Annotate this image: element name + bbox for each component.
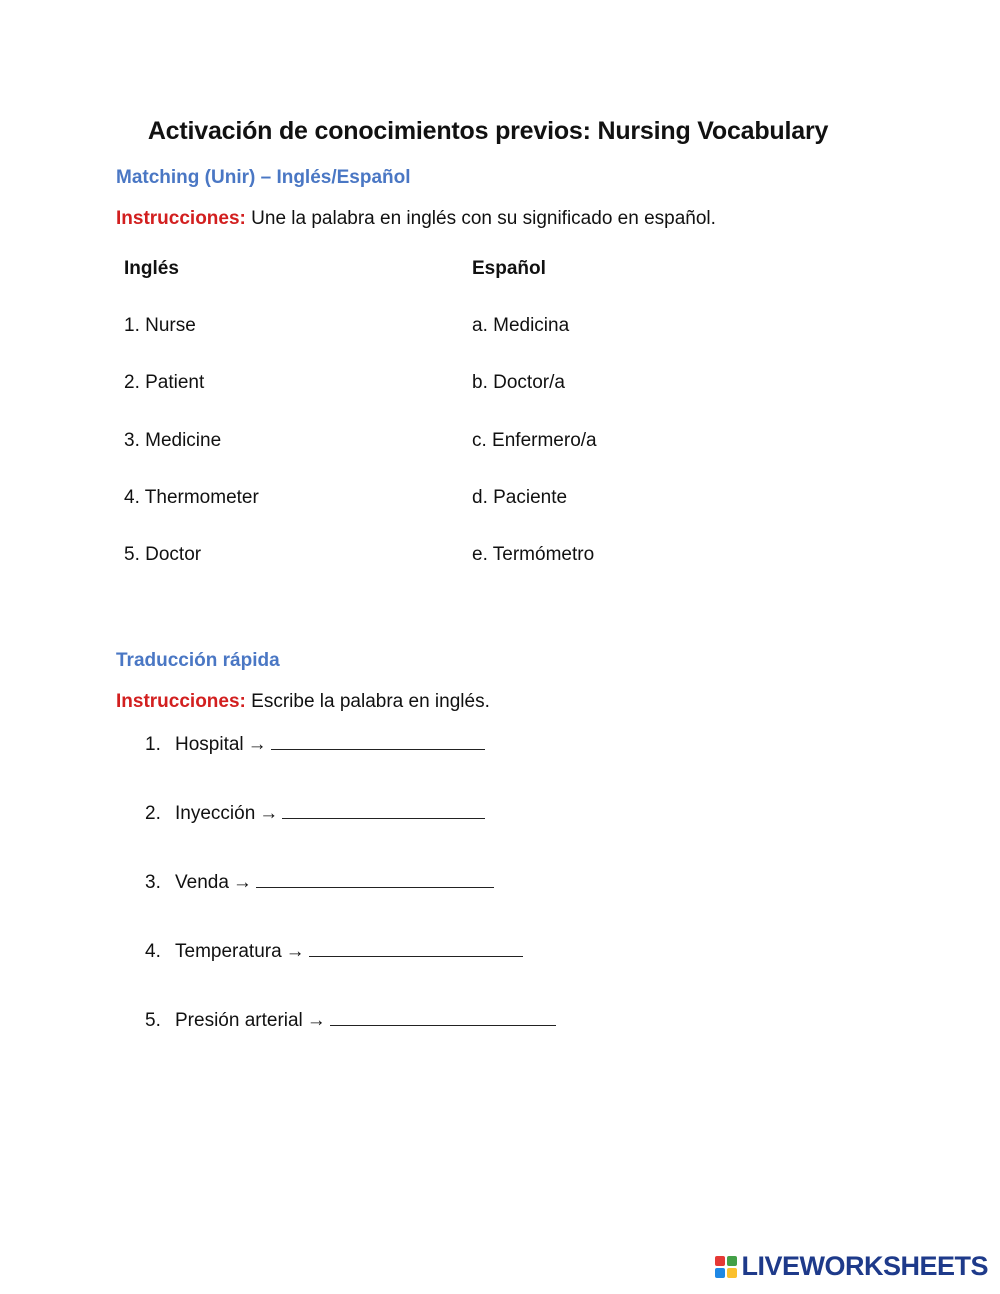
answer-blank[interactable] — [282, 800, 485, 819]
spanish-item-paciente: d. Paciente — [472, 487, 568, 508]
item-word: Presión arterial — [175, 1010, 303, 1031]
item-number: 5. — [145, 1010, 161, 1031]
translation-heading: Traducción rápida — [116, 650, 280, 671]
item-word: Hospital — [175, 734, 244, 755]
matching-instructions — [116, 208, 716, 230]
liveworksheets-logo — [715, 1251, 988, 1282]
translation-list — [145, 731, 556, 1076]
translation-instructions-label: Instrucciones: — [116, 691, 246, 712]
arrow-icon: → — [306, 1010, 326, 1031]
english-item-doctor: 5. Doctor — [124, 544, 202, 565]
english-item-medicine: 3. Medicine — [124, 430, 222, 451]
arrow-icon: → — [285, 941, 305, 962]
logo-mark-icon — [715, 1256, 737, 1278]
spanish-column-header: Español — [472, 258, 546, 279]
logo-square-blue — [715, 1268, 725, 1278]
translation-item-inyeccion — [145, 800, 556, 869]
item-number: 1. — [145, 734, 161, 755]
item-word: Venda — [175, 872, 229, 893]
logo-square-green — [727, 1256, 737, 1266]
item-word: Temperatura — [175, 941, 282, 962]
spanish-item-enfermero: c. Enfermero/a — [472, 430, 597, 451]
logo-square-red — [715, 1256, 725, 1266]
logo-text: LIVEWORKSHEETS — [741, 1251, 988, 1281]
translation-instructions-text: Escribe la palabra en inglés. — [245, 691, 490, 712]
english-item-nurse: 1. Nurse — [124, 315, 196, 336]
spanish-item-medicina: a. Medicina — [472, 315, 570, 336]
spanish-item-doctora: b. Doctor/a — [472, 372, 565, 393]
matching-instructions-text: Une la palabra en inglés con su significado en español. — [245, 208, 716, 229]
translation-item-temperatura — [145, 938, 556, 1007]
answer-blank[interactable] — [330, 1007, 556, 1026]
answer-blank[interactable] — [256, 869, 494, 888]
english-item-thermometer: 4. Thermometer — [124, 487, 259, 508]
matching-instructions-label: Instrucciones: — [116, 208, 246, 229]
arrow-icon: → — [232, 872, 252, 893]
translation-item-hospital — [145, 731, 556, 800]
translation-item-presion-arterial — [145, 1007, 556, 1076]
logo-square-yellow — [727, 1268, 737, 1278]
arrow-icon: → — [259, 803, 279, 824]
english-item-patient: 2. Patient — [124, 372, 205, 393]
matching-heading: Matching (Unir) – Inglés/Español — [116, 167, 411, 188]
item-number: 2. — [145, 803, 161, 824]
page-title: Activación de conocimientos previos: Nursing Vocabulary — [147, 117, 829, 145]
spanish-item-termometro: e. Termómetro — [472, 544, 595, 565]
translation-item-venda — [145, 869, 556, 938]
answer-blank[interactable] — [271, 731, 485, 750]
translation-instructions — [116, 691, 490, 713]
item-number: 3. — [145, 872, 161, 893]
item-word: Inyección — [175, 803, 256, 824]
item-number: 4. — [145, 941, 161, 962]
arrow-icon: → — [247, 734, 267, 755]
answer-blank[interactable] — [309, 938, 523, 957]
english-column-header: Inglés — [124, 258, 179, 279]
